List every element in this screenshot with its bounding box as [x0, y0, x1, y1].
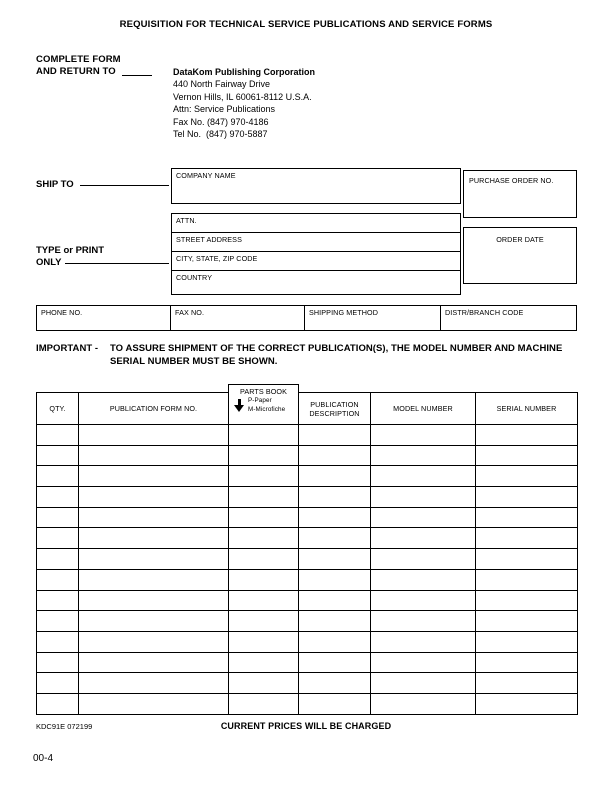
address-line-fax: Fax No. (847) 970-4186 — [173, 116, 269, 127]
cell-model-number[interactable] — [371, 570, 476, 591]
cell-qty[interactable] — [37, 508, 79, 529]
table-row — [37, 466, 579, 487]
header-publication-description-line1: PUBLICATION — [310, 399, 359, 409]
header-publication-form-no-label: PUBLICATION FORM NO. — [109, 404, 198, 413]
table-row — [37, 446, 579, 467]
complete-form-label: COMPLETE FORM — [36, 54, 121, 65]
cell-publication-form-no[interactable] — [79, 591, 229, 612]
attn-field[interactable] — [172, 214, 460, 233]
cell-qty[interactable] — [37, 446, 79, 467]
cell-model-number[interactable] — [371, 611, 476, 632]
cell-publication-description[interactable] — [299, 611, 371, 632]
parts-book-title: PARTS BOOK — [239, 387, 288, 396]
header-parts-book — [228, 384, 299, 425]
shipping-method-label: SHIPPING METHOD — [309, 308, 378, 317]
cell-model-number[interactable] — [371, 694, 476, 715]
table-row — [37, 611, 579, 632]
cell-model-number[interactable] — [371, 425, 476, 446]
important-label: IMPORTANT - — [36, 343, 99, 354]
cell-parts-book[interactable] — [229, 673, 299, 694]
cell-publication-form-no[interactable] — [79, 508, 229, 529]
cell-model-number[interactable] — [371, 528, 476, 549]
cell-publication-form-no[interactable] — [79, 487, 229, 508]
important-line-1: TO ASSURE SHIPMENT OF THE CORRECT PUBLICATION(S), THE MODEL NUMBER AND MACHINE — [110, 343, 563, 354]
cell-model-number[interactable] — [371, 508, 476, 529]
return-address — [173, 66, 315, 140]
order-date-label: ORDER DATE — [496, 235, 544, 244]
cell-qty[interactable] — [37, 632, 79, 653]
cell-parts-book[interactable] — [229, 611, 299, 632]
cell-parts-book[interactable] — [229, 653, 299, 674]
cell-serial-number[interactable] — [476, 487, 578, 508]
header-serial-number-label: SERIAL NUMBER — [496, 404, 557, 413]
cell-serial-number[interactable] — [476, 446, 578, 467]
cell-publication-form-no[interactable] — [79, 466, 229, 487]
table-row — [37, 528, 579, 549]
cell-publication-description[interactable] — [299, 570, 371, 591]
cell-publication-description[interactable] — [299, 466, 371, 487]
table-row — [37, 694, 579, 715]
cell-qty[interactable] — [37, 425, 79, 446]
company-name-label: COMPANY NAME — [176, 171, 236, 180]
city-state-zip-label: CITY, STATE, ZIP CODE — [176, 254, 258, 263]
fax-field[interactable] — [171, 306, 305, 330]
distr-branch-code-label: DISTR/BRANCH CODE — [445, 308, 524, 317]
cell-qty[interactable] — [37, 673, 79, 694]
purchase-order-label: PURCHASE ORDER NO. — [469, 176, 554, 185]
cell-publication-description[interactable] — [299, 425, 371, 446]
cell-qty[interactable] — [37, 591, 79, 612]
cell-model-number[interactable] — [371, 673, 476, 694]
form-code: KDC91E 072199 — [36, 722, 93, 731]
page-title: REQUISITION FOR TECHNICAL SERVICE PUBLICATIONS AND SERVICE FORMS — [119, 19, 493, 30]
cell-qty[interactable] — [37, 611, 79, 632]
table-row — [37, 653, 579, 674]
cell-publication-form-no[interactable] — [79, 425, 229, 446]
ship-to-label: SHIP TO — [36, 179, 74, 190]
cell-publication-form-no[interactable] — [79, 611, 229, 632]
cell-serial-number[interactable] — [476, 632, 578, 653]
cell-serial-number[interactable] — [476, 549, 578, 570]
price-notice: CURRENT PRICES WILL BE CHARGED — [220, 721, 392, 731]
street-address-field[interactable] — [172, 233, 460, 252]
cell-publication-form-no[interactable] — [79, 653, 229, 674]
cell-publication-description[interactable] — [299, 487, 371, 508]
table-row — [37, 570, 579, 591]
address-line-street: 440 North Fairway Drive — [173, 79, 271, 90]
parts-book-legend — [248, 397, 285, 414]
header-qty-label: QTY. — [49, 404, 66, 413]
header-qty — [36, 392, 79, 425]
cell-qty[interactable] — [37, 466, 79, 487]
cell-publication-description[interactable] — [299, 528, 371, 549]
cell-qty[interactable] — [37, 549, 79, 570]
shipping-method-field[interactable] — [305, 306, 441, 330]
cell-serial-number[interactable] — [476, 611, 578, 632]
cell-parts-book[interactable] — [229, 466, 299, 487]
cell-serial-number[interactable] — [476, 528, 578, 549]
cell-parts-book[interactable] — [229, 425, 299, 446]
return-to-underline — [122, 75, 152, 76]
cell-model-number[interactable] — [371, 591, 476, 612]
cell-qty[interactable] — [37, 694, 79, 715]
header-publication-form-no — [78, 392, 229, 425]
important-text — [110, 343, 585, 368]
address-line-tel: Tel No. (847) 970-5887 — [173, 129, 268, 140]
cell-parts-book[interactable] — [229, 591, 299, 612]
cell-model-number[interactable] — [371, 466, 476, 487]
cell-publication-description[interactable] — [299, 549, 371, 570]
address-line-attn: Attn: Service Publications — [173, 104, 276, 115]
cell-parts-book[interactable] — [229, 549, 299, 570]
phone-label: PHONE NO. — [41, 308, 83, 317]
cell-model-number[interactable] — [371, 632, 476, 653]
header-publication-description-line2: DESCRIPTION — [309, 408, 360, 418]
publisher-name: DataKom Publishing Corporation — [173, 67, 316, 77]
cell-model-number[interactable] — [371, 549, 476, 570]
cell-publication-form-no[interactable] — [79, 673, 229, 694]
table-row — [37, 632, 579, 653]
contact-row — [36, 305, 577, 331]
table-row — [37, 673, 579, 694]
cell-publication-description[interactable] — [299, 591, 371, 612]
address-line-city: Vernon Hills, IL 60061-8112 U.S.A. — [173, 91, 312, 102]
parts-book-options — [229, 397, 298, 414]
cell-serial-number[interactable] — [476, 466, 578, 487]
header-serial-number — [475, 392, 578, 425]
table-row — [37, 487, 579, 508]
street-address-label: STREET ADDRESS — [176, 235, 242, 244]
order-date-field[interactable] — [463, 227, 577, 284]
cell-model-number[interactable] — [371, 446, 476, 467]
cell-publication-form-no[interactable] — [79, 446, 229, 467]
ship-to-details-box — [171, 213, 461, 295]
header-model-number-label: MODEL NUMBER — [393, 404, 453, 413]
cell-parts-book[interactable] — [229, 694, 299, 715]
cell-parts-book[interactable] — [229, 632, 299, 653]
cell-serial-number[interactable] — [476, 673, 578, 694]
cell-serial-number[interactable] — [476, 653, 578, 674]
table-row — [37, 508, 579, 529]
cell-qty[interactable] — [37, 528, 79, 549]
parts-book-p-option: P-Paper — [248, 397, 272, 404]
pub-table-header — [36, 384, 579, 425]
phone-field[interactable] — [37, 306, 171, 330]
cell-parts-book[interactable] — [229, 487, 299, 508]
table-row — [37, 591, 579, 612]
cell-qty[interactable] — [37, 487, 79, 508]
city-state-zip-field[interactable] — [172, 252, 460, 271]
type-or-print-pointer-line — [65, 263, 169, 264]
country-label: COUNTRY — [176, 273, 213, 282]
type-or-print-label: TYPE or PRINT — [36, 245, 105, 256]
cell-serial-number[interactable] — [476, 694, 578, 715]
purchase-order-field[interactable] — [463, 170, 577, 218]
cell-publication-form-no[interactable] — [79, 632, 229, 653]
cell-publication-description[interactable] — [299, 694, 371, 715]
cell-serial-number[interactable] — [476, 591, 578, 612]
attn-label: ATTN. — [176, 216, 197, 225]
cell-publication-description[interactable] — [299, 446, 371, 467]
header-publication-description — [298, 392, 371, 425]
fax-label: FAX NO. — [175, 308, 205, 317]
type-or-print-only-label: ONLY — [36, 257, 62, 268]
cell-parts-book[interactable] — [229, 528, 299, 549]
cell-publication-form-no[interactable] — [79, 549, 229, 570]
country-field[interactable] — [172, 271, 460, 294]
cell-publication-description[interactable] — [299, 653, 371, 674]
cell-parts-book[interactable] — [229, 508, 299, 529]
cell-publication-form-no[interactable] — [79, 694, 229, 715]
cell-parts-book[interactable] — [229, 446, 299, 467]
down-arrow-icon — [234, 399, 244, 412]
cell-model-number[interactable] — [371, 653, 476, 674]
cell-publication-description[interactable] — [299, 632, 371, 653]
ship-to-pointer-line — [80, 185, 169, 186]
cell-publication-description[interactable] — [299, 673, 371, 694]
parts-book-m-option: M-Microfiche — [248, 405, 286, 413]
header-model-number — [370, 392, 476, 425]
cell-parts-book[interactable] — [229, 570, 299, 591]
pub-table-body — [36, 425, 579, 715]
cell-publication-form-no[interactable] — [79, 570, 229, 591]
cell-model-number[interactable] — [371, 487, 476, 508]
cell-publication-form-no[interactable] — [79, 528, 229, 549]
cell-qty[interactable] — [37, 653, 79, 674]
table-row — [37, 425, 579, 446]
important-line-2: SERIAL NUMBER MUST BE SHOWN. — [110, 355, 278, 367]
cell-serial-number[interactable] — [476, 508, 578, 529]
cell-publication-description[interactable] — [299, 508, 371, 529]
cell-serial-number[interactable] — [476, 570, 578, 591]
cell-qty[interactable] — [37, 570, 79, 591]
distr-branch-code-field[interactable] — [441, 306, 576, 330]
and-return-to-label: AND RETURN TO — [36, 66, 116, 77]
page-number: 00-4 — [33, 753, 54, 764]
table-row — [37, 549, 579, 570]
cell-serial-number[interactable] — [476, 425, 578, 446]
company-name-field[interactable] — [171, 168, 461, 204]
